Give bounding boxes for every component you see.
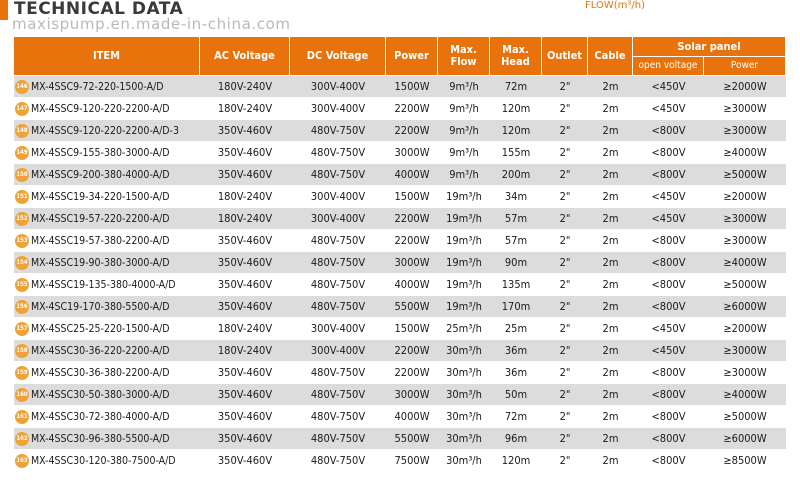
item-cell xyxy=(14,340,200,362)
item-cell xyxy=(14,252,200,274)
table-row xyxy=(14,340,786,362)
ac-voltage-cell: 180V-240V xyxy=(200,318,290,340)
cable-cell: 2m xyxy=(588,186,633,208)
header xyxy=(0,0,800,36)
panel-power-cell: ≥5000W xyxy=(704,406,786,428)
power-cell: 1500W xyxy=(386,318,438,340)
item-cell xyxy=(14,208,200,230)
dc-voltage-cell: 300V-400V xyxy=(290,208,386,230)
outlet-cell: 2" xyxy=(542,252,588,274)
cable-cell: 2m xyxy=(588,362,633,384)
column-header-dc-voltage xyxy=(290,37,386,76)
outlet-cell: 2" xyxy=(542,76,588,98)
panel-power-cell: ≥4000W xyxy=(704,252,786,274)
dc-voltage-cell: 300V-400V xyxy=(290,318,386,340)
power-cell: 2200W xyxy=(386,98,438,120)
cable-cell: 2m xyxy=(588,76,633,98)
panel-power-cell: ≥6000W xyxy=(704,428,786,450)
max-flow-cell: 9m³/h xyxy=(438,142,490,164)
watermark: maxispump.en.made-in-china.com xyxy=(12,15,291,33)
cable-cell: 2m xyxy=(588,208,633,230)
power-cell: 3000W xyxy=(386,252,438,274)
item-cell xyxy=(14,428,200,450)
model-name: MX-4SSC9-120-220-2200-A/D-3 xyxy=(31,124,179,137)
max-head-cell: 120m xyxy=(490,98,542,120)
cable-cell: 2m xyxy=(588,120,633,142)
power-cell: 2200W xyxy=(386,120,438,142)
ac-voltage-cell: 350V-460V xyxy=(200,362,290,384)
technical-data-table xyxy=(14,37,786,472)
outlet-cell: 2" xyxy=(542,142,588,164)
cable-cell: 2m xyxy=(588,384,633,406)
max-head-cell: 96m xyxy=(490,428,542,450)
row-number-badge: 146 xyxy=(15,80,29,94)
ac-voltage-cell: 350V-460V xyxy=(200,428,290,450)
row-number-badge: 153 xyxy=(15,234,29,248)
outlet-cell: 2" xyxy=(542,230,588,252)
ac-voltage-cell: 350V-460V xyxy=(200,120,290,142)
table-row xyxy=(14,230,786,252)
max-flow-cell: 30m³/h xyxy=(438,406,490,428)
table-row xyxy=(14,384,786,406)
ac-voltage-cell: 350V-460V xyxy=(200,164,290,186)
open-voltage-cell: <450V xyxy=(633,98,704,120)
power-cell: 2200W xyxy=(386,230,438,252)
row-number-badge: 147 xyxy=(15,102,29,116)
table-row xyxy=(14,186,786,208)
dc-voltage-cell: 300V-400V xyxy=(290,98,386,120)
dc-voltage-cell: 300V-400V xyxy=(290,186,386,208)
outlet-cell: 2" xyxy=(542,450,588,472)
model-name: MX-4SSC30-50-380-3000-A/D xyxy=(31,388,170,401)
model-name: MX-4SSC19-90-380-3000-A/D xyxy=(31,256,170,269)
item-cell xyxy=(14,98,200,120)
table-row xyxy=(14,450,786,472)
max-flow-cell: 19m³/h xyxy=(438,186,490,208)
dc-voltage-cell: 480V-750V xyxy=(290,120,386,142)
model-name: MX-4SSC19-57-380-2200-A/D xyxy=(31,234,170,247)
item-cell xyxy=(14,384,200,406)
panel-power-cell: ≥4000W xyxy=(704,142,786,164)
outlet-cell: 2" xyxy=(542,406,588,428)
model-name: MX-4SSC9-200-380-4000-A/D xyxy=(31,168,170,181)
cable-cell: 2m xyxy=(588,164,633,186)
max-flow-cell: 19m³/h xyxy=(438,208,490,230)
power-cell: 2200W xyxy=(386,362,438,384)
max-head-cell: 120m xyxy=(490,120,542,142)
open-voltage-cell: <800V xyxy=(633,296,704,318)
max-flow-cell: 19m³/h xyxy=(438,296,490,318)
item-cell xyxy=(14,186,200,208)
open-voltage-cell: <800V xyxy=(633,164,704,186)
outlet-cell: 2" xyxy=(542,362,588,384)
max-head-cell: 120m xyxy=(490,450,542,472)
max-head-cell: 135m xyxy=(490,274,542,296)
power-cell: 2200W xyxy=(386,208,438,230)
row-number-badge: 154 xyxy=(15,256,29,270)
panel-power-cell: ≥3000W xyxy=(704,362,786,384)
open-voltage-cell: <800V xyxy=(633,450,704,472)
column-header-outlet: Outlet xyxy=(542,37,588,76)
power-cell: 2200W xyxy=(386,340,438,362)
open-voltage-cell: <800V xyxy=(633,274,704,296)
max-flow-cell: 9m³/h xyxy=(438,98,490,120)
open-voltage-cell: <800V xyxy=(633,252,704,274)
item-cell xyxy=(14,164,200,186)
outlet-cell: 2" xyxy=(542,164,588,186)
column-header-panel-power: Power xyxy=(704,57,786,76)
row-number-badge: 151 xyxy=(15,190,29,204)
ac-voltage-cell: 350V-460V xyxy=(200,296,290,318)
ac-voltage-cell: 180V-240V xyxy=(200,186,290,208)
max-flow-cell: 19m³/h xyxy=(438,252,490,274)
row-number-badge: 157 xyxy=(15,322,29,336)
max-flow-cell: 9m³/h xyxy=(438,120,490,142)
panel-power-cell: ≥3000W xyxy=(704,208,786,230)
model-name: MX-4SSC30-36-380-2200-A/D xyxy=(31,366,170,379)
outlet-cell: 2" xyxy=(542,296,588,318)
max-flow-cell: 9m³/h xyxy=(438,76,490,98)
power-cell: 4000W xyxy=(386,406,438,428)
page-title: TECHNICAL DATA xyxy=(14,0,184,19)
open-voltage-cell: <800V xyxy=(633,230,704,252)
dc-voltage-cell: 480V-750V xyxy=(290,450,386,472)
open-voltage-cell: <800V xyxy=(633,362,704,384)
item-cell xyxy=(14,406,200,428)
max-head-cell: 155m xyxy=(490,142,542,164)
max-head-cell: 200m xyxy=(490,164,542,186)
model-name: MX-4SSC9-120-220-2200-A/D xyxy=(31,102,170,115)
panel-power-cell: ≥2000W xyxy=(704,318,786,340)
table-row xyxy=(14,120,786,142)
open-voltage-cell: <800V xyxy=(633,406,704,428)
table-row xyxy=(14,164,786,186)
row-number-badge: 152 xyxy=(15,212,29,226)
max-flow-cell: 30m³/h xyxy=(438,450,490,472)
column-header-open-voltage: open voltage xyxy=(633,57,704,76)
row-number-badge: 158 xyxy=(15,344,29,358)
dc-voltage-cell: 480V-750V xyxy=(290,362,386,384)
power-cell: 3000W xyxy=(386,142,438,164)
max-head-cell: 72m xyxy=(490,76,542,98)
cable-cell: 2m xyxy=(588,230,633,252)
max-head-cell: 90m xyxy=(490,252,542,274)
table-row xyxy=(14,362,786,384)
open-voltage-cell: <800V xyxy=(633,120,704,142)
panel-power-cell: ≥5000W xyxy=(704,274,786,296)
max-flow-cell: 9m³/h xyxy=(438,164,490,186)
cable-cell: 2m xyxy=(588,98,633,120)
row-number-badge: 162 xyxy=(15,432,29,446)
row-number-badge: 150 xyxy=(15,168,29,182)
ac-voltage-cell: 180V-240V xyxy=(200,208,290,230)
cable-cell: 2m xyxy=(588,450,633,472)
item-cell xyxy=(14,76,200,98)
table-row xyxy=(14,76,786,98)
panel-power-cell: ≥3000W xyxy=(704,120,786,142)
ac-voltage-cell: 350V-460V xyxy=(200,142,290,164)
row-number-badge: 155 xyxy=(15,278,29,292)
max-flow-cell: 19m³/h xyxy=(438,230,490,252)
table-row xyxy=(14,406,786,428)
table-row xyxy=(14,208,786,230)
item-cell xyxy=(14,296,200,318)
ac-voltage-cell: 350V-460V xyxy=(200,384,290,406)
outlet-cell: 2" xyxy=(542,120,588,142)
dc-voltage-cell: 480V-750V xyxy=(290,274,386,296)
max-head-cell: 72m xyxy=(490,406,542,428)
cable-cell: 2m xyxy=(588,274,633,296)
row-number-badge: 163 xyxy=(15,454,29,468)
table-row xyxy=(14,296,786,318)
power-cell: 4000W xyxy=(386,164,438,186)
column-header-solar-panel: Solar panel xyxy=(633,37,786,57)
open-voltage-cell: <800V xyxy=(633,384,704,406)
dc-voltage-cell: 300V-400V xyxy=(290,340,386,362)
table-row xyxy=(14,252,786,274)
row-number-badge: 160 xyxy=(15,388,29,402)
item-cell xyxy=(14,142,200,164)
panel-power-cell: ≥8500W xyxy=(704,450,786,472)
column-header-max-flow xyxy=(438,37,490,76)
max-flow-cell: 30m³/h xyxy=(438,384,490,406)
model-name: MX-4SSC19-135-380-4000-A/D xyxy=(31,278,176,291)
dc-voltage-cell: 480V-750V xyxy=(290,428,386,450)
dc-voltage-cell: 480V-750V xyxy=(290,230,386,252)
ac-voltage-cell: 350V-460V xyxy=(200,252,290,274)
max-head-cell: 25m xyxy=(490,318,542,340)
power-cell: 5500W xyxy=(386,296,438,318)
item-cell xyxy=(14,318,200,340)
panel-power-cell: ≥3000W xyxy=(704,340,786,362)
model-name: MX-4SSC9-155-380-3000-A/D xyxy=(31,146,170,159)
item-cell xyxy=(14,274,200,296)
open-voltage-cell: <450V xyxy=(633,186,704,208)
model-name: MX-4SSC9-72-220-1500-A/D xyxy=(31,80,164,93)
max-head-cell: 34m xyxy=(490,186,542,208)
outlet-cell: 2" xyxy=(542,186,588,208)
open-voltage-cell: <450V xyxy=(633,76,704,98)
power-cell: 4000W xyxy=(386,274,438,296)
power-cell: 7500W xyxy=(386,450,438,472)
dc-voltage-cell: 480V-750V xyxy=(290,142,386,164)
table-row xyxy=(14,98,786,120)
panel-power-cell: ≥4000W xyxy=(704,384,786,406)
row-number-badge: 161 xyxy=(15,410,29,424)
dc-voltage-cell: 480V-750V xyxy=(290,164,386,186)
dc-voltage-cell: 480V-750V xyxy=(290,406,386,428)
open-voltage-cell: <800V xyxy=(633,428,704,450)
max-flow-label: Max. Flow xyxy=(450,43,477,68)
dc-voltage-cell: 480V-750V xyxy=(290,252,386,274)
cable-cell: 2m xyxy=(588,252,633,274)
model-name: MX-4SSC19-57-220-2200-A/D xyxy=(31,212,170,225)
row-number-badge: 148 xyxy=(15,124,29,138)
cable-cell: 2m xyxy=(588,318,633,340)
column-header-cable: Cable xyxy=(588,37,633,76)
table-row xyxy=(14,274,786,296)
power-cell: 3000W xyxy=(386,384,438,406)
max-head-cell: 50m xyxy=(490,384,542,406)
open-voltage-cell: <450V xyxy=(633,208,704,230)
max-head-cell: 36m xyxy=(490,362,542,384)
column-header-item: ITEM xyxy=(14,37,200,76)
panel-power-cell: ≥5000W xyxy=(704,164,786,186)
dc-voltage-cell: 480V-750V xyxy=(290,384,386,406)
column-header-max-head xyxy=(490,37,542,76)
power-cell: 5500W xyxy=(386,428,438,450)
cable-cell: 2m xyxy=(588,296,633,318)
model-name: MX-4SSC25-25-220-1500-A/D xyxy=(31,322,170,335)
outlet-cell: 2" xyxy=(542,274,588,296)
panel-power-cell: ≥2000W xyxy=(704,186,786,208)
outlet-cell: 2" xyxy=(542,384,588,406)
panel-power-cell: ≥3000W xyxy=(704,98,786,120)
max-flow-cell: 25m³/h xyxy=(438,318,490,340)
open-voltage-cell: <800V xyxy=(633,142,704,164)
max-head-cell: 57m xyxy=(490,230,542,252)
ac-voltage-cell: 350V-460V xyxy=(200,274,290,296)
panel-power-cell: ≥2000W xyxy=(704,76,786,98)
outlet-cell: 2" xyxy=(542,340,588,362)
outlet-cell: 2" xyxy=(542,98,588,120)
ac-voltage-cell: 350V-460V xyxy=(200,230,290,252)
model-name: MX-4SSC30-96-380-5500-A/D xyxy=(31,432,170,445)
outlet-cell: 2" xyxy=(542,318,588,340)
max-head-cell: 57m xyxy=(490,208,542,230)
power-cell: 1500W xyxy=(386,186,438,208)
table-body xyxy=(14,76,786,472)
row-number-badge: 156 xyxy=(15,300,29,314)
outlet-cell: 2" xyxy=(542,208,588,230)
ac-voltage-label: AC Voltage xyxy=(214,49,275,62)
model-name: MX-4SSC19-34-220-1500-A/D xyxy=(31,190,170,203)
model-name: MX-4SSC30-72-380-4000-A/D xyxy=(31,410,170,423)
item-cell xyxy=(14,450,200,472)
max-flow-cell: 19m³/h xyxy=(438,274,490,296)
power-cell: 1500W xyxy=(386,76,438,98)
table-row xyxy=(14,318,786,340)
cable-cell: 2m xyxy=(588,406,633,428)
max-head-cell: 36m xyxy=(490,340,542,362)
item-cell xyxy=(14,120,200,142)
model-name: MX-4SSC30-120-380-7500-A/D xyxy=(31,454,176,467)
item-cell xyxy=(14,230,200,252)
ac-voltage-cell: 350V-460V xyxy=(200,450,290,472)
table-row xyxy=(14,428,786,450)
table-row xyxy=(14,142,786,164)
ac-voltage-cell: 180V-240V xyxy=(200,98,290,120)
column-header-power: Power xyxy=(386,37,438,76)
ac-voltage-cell: 180V-240V xyxy=(200,76,290,98)
panel-power-cell: ≥6000W xyxy=(704,296,786,318)
max-head-label: Max. Head xyxy=(501,43,530,68)
dc-voltage-label: DC Voltage xyxy=(306,49,369,62)
max-flow-cell: 30m³/h xyxy=(438,340,490,362)
panel-power-cell: ≥3000W xyxy=(704,230,786,252)
ac-voltage-cell: 180V-240V xyxy=(200,340,290,362)
item-cell xyxy=(14,362,200,384)
row-number-badge: 149 xyxy=(15,146,29,160)
max-flow-cell: 30m³/h xyxy=(438,428,490,450)
title-accent-bar xyxy=(0,0,8,20)
flow-axis-label: FLOW(m³/h) xyxy=(585,0,645,11)
model-name: MX-4SSC30-36-220-2200-A/D xyxy=(31,344,170,357)
model-name: MX-4SC19-170-380-5500-A/D xyxy=(31,300,170,313)
max-flow-cell: 30m³/h xyxy=(438,362,490,384)
ac-voltage-cell: 350V-460V xyxy=(200,406,290,428)
cable-cell: 2m xyxy=(588,340,633,362)
open-voltage-cell: <450V xyxy=(633,340,704,362)
outlet-cell: 2" xyxy=(542,428,588,450)
column-header-ac-voltage xyxy=(200,37,290,76)
dc-voltage-cell: 480V-750V xyxy=(290,296,386,318)
max-head-cell: 170m xyxy=(490,296,542,318)
cable-cell: 2m xyxy=(588,428,633,450)
cable-cell: 2m xyxy=(588,142,633,164)
row-number-badge: 159 xyxy=(15,366,29,380)
open-voltage-cell: <450V xyxy=(633,318,704,340)
dc-voltage-cell: 300V-400V xyxy=(290,76,386,98)
